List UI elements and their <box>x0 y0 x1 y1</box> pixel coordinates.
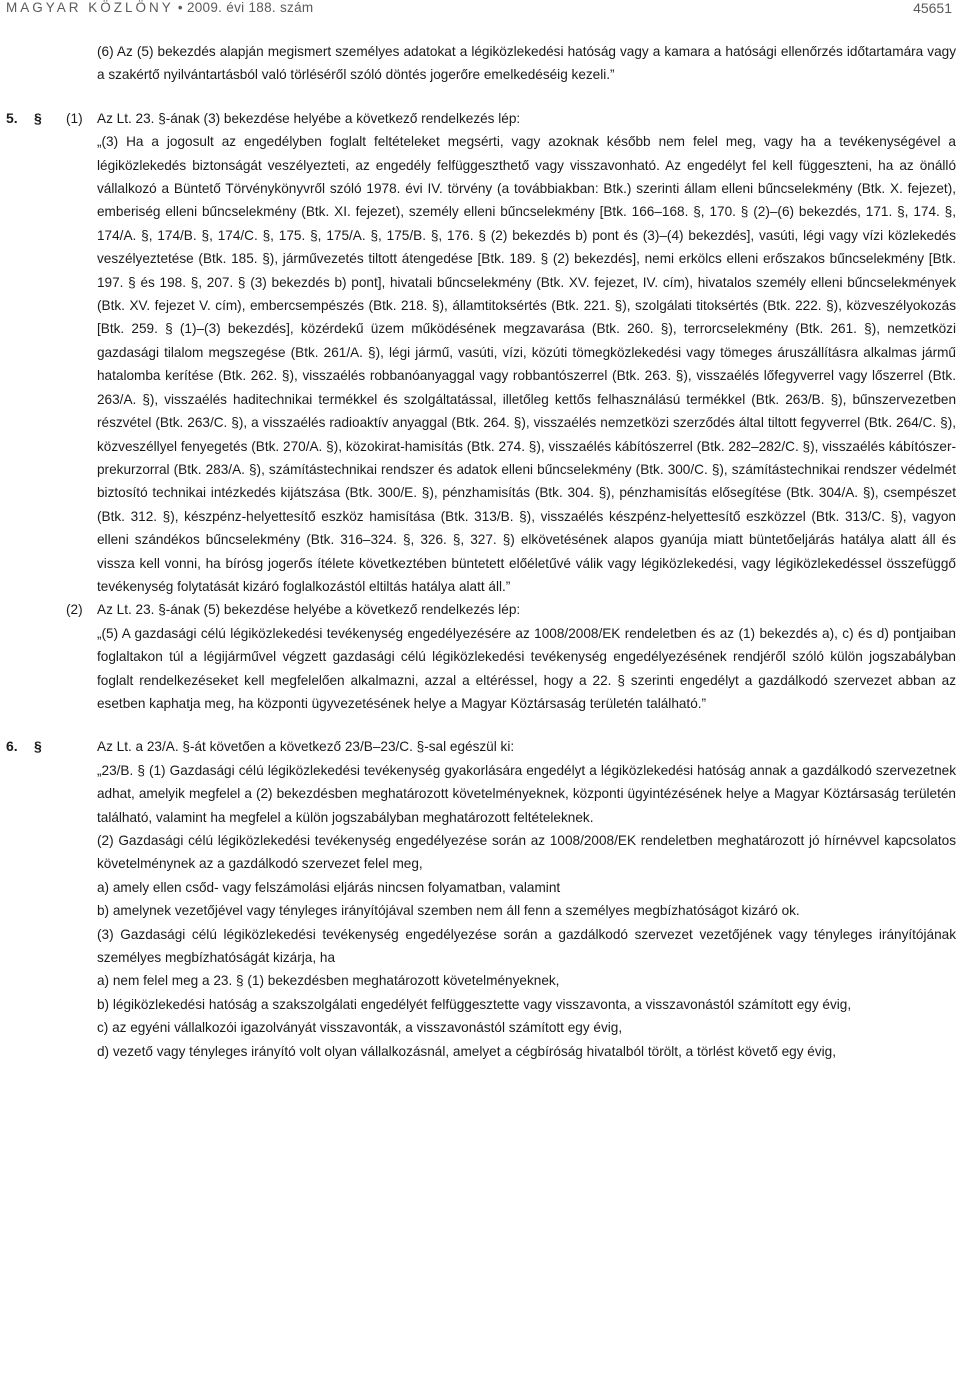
section-6-point-2a: a) amely ellen csőd- vagy felszámolási eljárás nincsen folyamatban, valamint <box>97 879 561 895</box>
section-5-sub2 <box>0 598 960 715</box>
section-6-point-3c: c) az egyéni vállalkozói igazolványát visszavonták, a visszavonástól számított egy évig, <box>97 1020 623 1036</box>
section-6-symbol: § <box>34 738 42 755</box>
page-number: 45651 <box>913 0 952 16</box>
page-header <box>0 0 960 24</box>
section-6-paragraph-3: (3) Gazdasági célú légiközlekedési tevékenység engedélyezése során a gazdálkodó szervezet vezetőjének vagy tényleges irányítójának személyes megbízhatóságát kizárja, ha <box>97 926 956 966</box>
publication-name: MAGYAR KÖZLÖNY <box>6 0 174 15</box>
header-bullet: • <box>177 0 183 15</box>
section-6-point-2b: b) amelynek vezetőjével vagy tényleges irányítójával szemben nem áll fenn a személyes megbízhatóságot kizáró ok. <box>97 903 800 919</box>
section-6-intro: Az Lt. a 23/A. §-át követően a következő 23/B–23/C. §-sal egészül ki: <box>97 739 515 755</box>
section-5 <box>0 107 960 599</box>
intro-paragraph: (6) Az (5) bekezdés alapján megismert személyes adatokat a légiközlekedési hatóság vagy a kamara a hatósági ellenőrzés időtartamára vagy a szakértő nyilvántartásból való törléséről szóló döntés jogerőre emelkedéséig kezeli.” <box>97 44 956 83</box>
header-left <box>6 0 313 15</box>
section-5-sub1-body: „(3) Ha a jogosult az engedélyben foglalt feltételeket megsérti, vagy azoknak később nem felel meg, vagy ha a tevékenységével a légiközlekedés biztonságát veszélyezteti, az engedély felfüggeszthető vagy visszavonható. Az engedélyt fel kell függeszteni, ha az önálló vállalkozó a Büntető Törvénykönyvről szóló 1978. évi IV. törvény (a továbbiakban: Btk.) szerinti állam elleni bűncselekmény (Btk. X. fejezet), emberiség elleni bűncselekmény (Btk. XI. fejezet), személy elleni bűncselekmény [Btk. 166–168. §, 170. § (2)–(6) bekezdés, 171. §, 174. §, 174/A. §, 174/B. §, 174/C. §, 175. §, 175/A. §, 175/B. §, 176. § (2) bekezdés b) pont és (3)–(4) bekezdés], vasúti, légi vagy vízi közlekedés veszélyeztetése (Btk. 185. §), járművezetés tiltott átengedése [Btk. 189. § (2) bekezdés], nemi erkölcs elleni erőszakos bűncselekmény [Btk. 197. § és 198. §, 207. § (3) bekezdés b) pont], hivatali bűncselekmény (Btk. XV. fejezet, IV. cím), hivatalos személy elleni bűncselekmények (Btk. XV. fejezet V. cím), embercsempészés (Btk. 218. §), államtitoksértés (Btk. 221. §), szolgálati titoksértés (Btk. 222. §), közveszélyokozás [Btk. 259. § (1)–(3) bekezdés], közérdekű üzem működésének megzavarása (Btk. 260. §), terrorcselekmény (Btk. 261. §), nemzetközi gazdasági tilalom megszegése (Btk. 261/A. §), légi jármű, vasúti, vízi, közúti tömegközlekedési vagy tömeges áruszállításra alkalmas jármű hatalomba kerítése (Btk. 262. §), visszaélés robbanóanyaggal vagy robbantószerrel (Btk. 263. §), visszaélés lőfegyverrel vagy lőszerrel (Btk. 263/A. §), visszaélés haditechnikai termékkel és szolgáltatással, illetőleg kettős felhasználású termékkel (Btk. 263/B. §), bűnszervezetben részvétel (Btk. 263/C. §), a visszaélés radioaktív anyaggal (Btk. 264. §), visszaélés nemzetközi szerződés által tiltott fegyverrel (Btk. 264/C. §), közveszéllyel fenyegetés (Btk. 270/A. §), közokirat-hamisítás (Btk. 274. §), visszaélés kábítószerrel (Btk. 282–282/C. §), visszaélés kábítószer-prekurzorral (Btk. 283/A. §), számítástechnikai rendszer és adatok elleni bűncselekmény (Btk. 300/C. §), számítástechnikai rendszer védelmét biztosító technikai intézkedés kijátszása (Btk. 300/E. §), pénzhamisítás (Btk. 304. §), pénzhamisítás elősegítése (Btk. 304/A. §), csempészet (Btk. 312. §), készpénz-helyettesítő eszköz hamisítása (Btk. 313/B. §), visszaélés készpénz-helyettesítő eszközzel (Btk. 313/C. §), vagyon elleni szándékos bűncselekmény (Btk. 316–324. §, 326. §, 327. §) elkövetésének alapos gyanúja miatt büntetőeljárás hatálya alatt áll és vissza kell vonni, ha bírósg jogerős ítélete következtében büntetett előéletűvé válik vagy légiközlekedési, vagy légiközlekedéssel összefüggő tevékenység folytatását kizáró foglalkozástól eltiltás hatálya alatt áll.” <box>97 134 956 594</box>
section-6-point-3a: a) nem felel meg a 23. § (1) bekezdésben meghatározott követelményeknek, <box>97 973 560 989</box>
section-5-sub2-body: „(5) A gazdasági célú légiközlekedési tevékenység engedélyezésére az 1008/2008/EK rendeletben és az (1) bekezdés a), c) és d) pontjaiban foglaltakon túl a légijárművel végzett gazdasági célú légiközlekedési tevékenység engedélyezésének rendjéről szóló külön jogszabályban foglalt rendelkezéseket kell megfelelően alkalmazni, azzal a eltéréssel, hogy a 22. § szerinti engedélyt a gazdálkodó szervezet abban az esetben kaphatja meg, ha központi ügyvezetésének helye a Magyar Köztársaság területén található.” <box>97 625 956 711</box>
section-6 <box>0 735 960 1063</box>
section-5-sub2-intro: Az Lt. 23. §-ának (5) bekezdése helyébe a következő rendelkezés lép: <box>97 602 521 618</box>
section-6-point-3d: d) vezető vagy tényleges irányító volt olyan vállalkozásnál, amelyet a cégbíróság hivatalból törölt, a törlést követő egy évig, <box>97 1043 836 1059</box>
section-6-paragraph-2: (2) Gazdasági célú légiközlekedési tevékenység engedélyezése során az 1008/2008/EK rendeletben meghatározott jó hírnévvel kapcsolatos követelménynek az a gazdálkodó szervezet felel meg, <box>97 833 956 872</box>
section-6-point-3b: b) légiközlekedési hatóság a szakszolgálati engedélyét felfüggesztette vagy visszavonta, a visszavonástól számított egy évig, <box>97 996 852 1012</box>
section-5-number: 5. <box>6 109 18 126</box>
issue-label: 2009. évi 188. szám <box>186 0 314 15</box>
section-6-paragraph-1: „23/B. § (1) Gazdasági célú légiközlekedési tevékenység gyakorlására engedélyt a légiközlekedési hatóság annak a gazdálkodó szervezetnek adhat, amelyik megfelel a (2) bekezdésben meghatározott követelményeknek, központi ügyintézésének helye a Magyar Köztársaság területén található, valamint ha megfelel a külön jogszabályban meghatározott feltételeknek. <box>97 762 956 825</box>
section-5-sub2-number: (2) <box>66 602 83 618</box>
section-5-sub1-intro: Az Lt. 23. §-ának (3) bekezdése helyébe a következő rendelkezés lép: <box>97 110 521 126</box>
section-5-sub1-number: (1) <box>66 110 83 126</box>
document-body <box>0 40 960 1063</box>
section-6-number: 6. <box>6 738 18 755</box>
section-5-symbol: § <box>34 109 42 126</box>
